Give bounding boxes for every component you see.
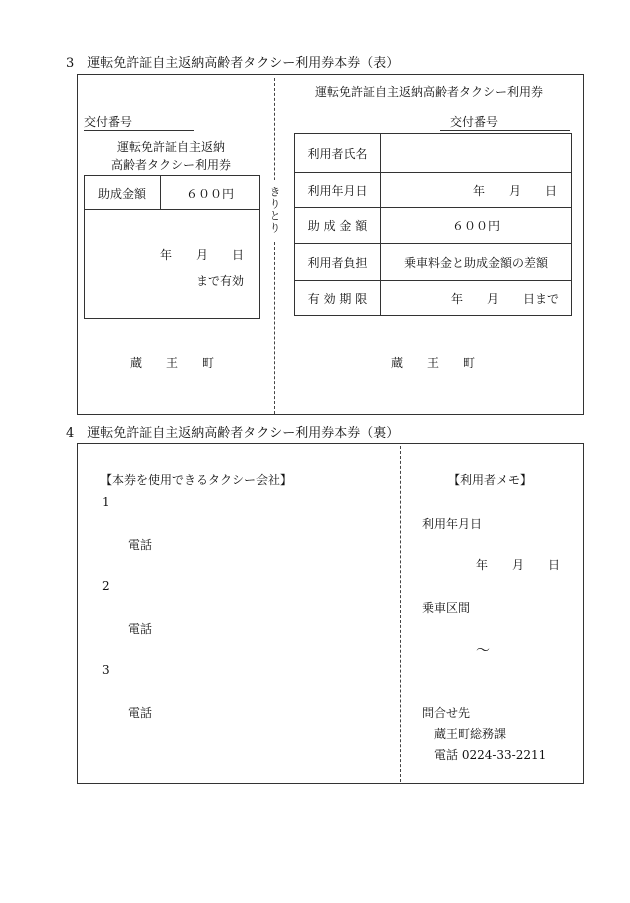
stub-issue-number	[84, 113, 194, 131]
stub-valid-until: まで有効	[195, 274, 244, 288]
row-value-expiry: 年 月 日まで	[381, 281, 572, 316]
company-1-phone-label: 電話	[128, 538, 153, 552]
table-row	[295, 244, 572, 281]
row-label-user-name: 利用者氏名	[295, 134, 381, 173]
ticket-title: 運転免許証自主返納高齢者タクシー利用券	[314, 85, 543, 99]
memo-contact-phone: 電話 0224-33-2211	[434, 748, 547, 762]
table-row	[295, 208, 572, 244]
stub-divider	[84, 209, 260, 210]
memo-contact-label: 問合せ先	[422, 706, 471, 720]
back-divider-line	[400, 446, 401, 782]
company-1-number: 1	[102, 495, 110, 509]
row-value-subsidy: ６００円	[381, 208, 572, 244]
memo-route-label: 乗車区間	[422, 601, 471, 615]
stub-date-line: 年 月 日	[159, 248, 244, 262]
table-row	[295, 173, 572, 208]
ticket-info-table	[294, 133, 572, 316]
companies-title: 【本券を使用できるタクシー会社】	[100, 473, 293, 487]
stub-subsidy-label: 助成金額	[97, 187, 146, 201]
ticket-issue-number-label: 交付番号	[440, 113, 570, 131]
row-label-expiry: 有 効 期 限	[295, 281, 381, 316]
table-row	[295, 134, 572, 173]
stub-title-line2: 高齢者タクシー利用券	[110, 158, 231, 172]
front-section-heading: 3 運転免許証自主返納高齢者タクシー利用券本券（表）	[66, 56, 400, 71]
cut-label: きりとり	[268, 180, 280, 240]
stub-issue-number-label: 交付番号	[84, 113, 194, 131]
stub-town-name: 蔵 王 町	[129, 356, 214, 370]
stub-subsidy-value: ６００円	[185, 187, 234, 201]
row-label-use-date: 利用年月日	[295, 173, 381, 208]
memo-date-label: 利用年月日	[422, 517, 483, 531]
company-3-number: 3	[102, 663, 110, 677]
company-2-phone-label: 電話	[128, 622, 153, 636]
front-cut-line	[274, 78, 275, 414]
row-label-subsidy: 助 成 金 額	[295, 208, 381, 244]
back-section-heading: 4 運転免許証自主返納高齢者タクシー利用券本券（裏）	[66, 426, 400, 441]
table-row	[295, 281, 572, 316]
row-value-user-burden: 乗車料金と助成金額の差額	[381, 244, 572, 281]
ticket-issue-number	[440, 113, 570, 131]
company-3-phone-label: 電話	[128, 706, 153, 720]
company-2-number: 2	[102, 579, 110, 593]
ticket-town-name: 蔵 王 町	[390, 356, 475, 370]
memo-route-separator: ～	[476, 643, 490, 659]
memo-contact-department: 蔵王町総務課	[434, 727, 507, 741]
row-value-user-name	[381, 134, 572, 173]
back-ticket-frame	[77, 443, 584, 784]
memo-date-line: 年 月 日	[475, 558, 560, 572]
row-value-use-date: 年 月 日	[381, 173, 572, 208]
stub-title-line1: 運転免許証自主返納	[116, 140, 225, 154]
row-label-user-burden: 利用者負担	[295, 244, 381, 281]
memo-title: 【利用者メモ】	[447, 473, 532, 487]
